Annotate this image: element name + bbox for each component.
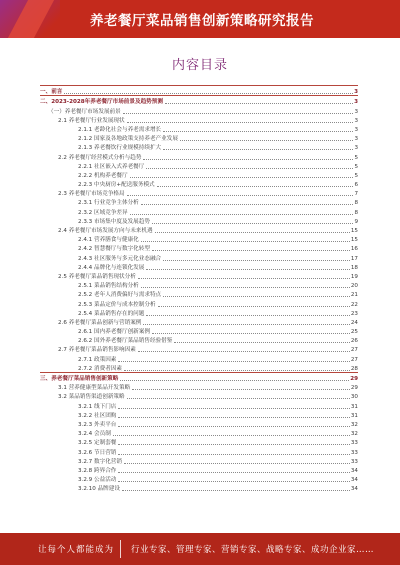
toc-leader-dots bbox=[155, 231, 350, 233]
toc-page-number: 8 bbox=[354, 200, 358, 207]
toc-page-number: 31 bbox=[350, 403, 358, 410]
toc-leader-dots bbox=[118, 360, 349, 362]
toc-entry[interactable] bbox=[40, 372, 358, 382]
toc-page-number: 29 bbox=[350, 376, 358, 382]
toc-page-number: 22 bbox=[350, 301, 358, 308]
toc-entry[interactable] bbox=[40, 446, 358, 455]
toc-entry[interactable] bbox=[40, 335, 358, 344]
toc-leader-dots bbox=[141, 240, 350, 242]
toc-entry-text: 2.6 养老餐厅菜品创新与营销案例 bbox=[58, 319, 142, 326]
toc-page-number: 33 bbox=[350, 458, 358, 465]
toc-page-number: 34 bbox=[350, 486, 358, 493]
toc-entry-text: 2.3 养老餐厅市场竞争格局 bbox=[58, 191, 125, 198]
toc-page-number: 3 bbox=[354, 126, 358, 133]
toc-page-number: 9 bbox=[354, 218, 358, 225]
toc-leader-dots bbox=[146, 268, 350, 270]
toc-entry-text: （一）养老餐厅市场发展前景 bbox=[48, 108, 121, 115]
toc-entry[interactable] bbox=[40, 95, 358, 105]
toc-entry-text: 3.2.6 节日营销 bbox=[78, 449, 117, 456]
toc-page-number: 25 bbox=[350, 329, 358, 336]
toc-entry[interactable] bbox=[40, 353, 358, 362]
toc-page-number: 33 bbox=[350, 449, 358, 456]
toc-page-number: 26 bbox=[350, 338, 358, 345]
toc-page-number: 20 bbox=[350, 283, 358, 290]
toc-entry-text: 2.1.1 老龄化社会与养老需求增长 bbox=[78, 126, 162, 133]
toc-entry[interactable] bbox=[40, 216, 358, 225]
toc-page-number: 6 bbox=[354, 182, 358, 189]
toc-leader-dots bbox=[143, 323, 349, 325]
toc-leader-dots bbox=[174, 341, 350, 343]
toc-entry-text: 2.4 养老餐厅市场发展方向与未来机遇 bbox=[58, 228, 153, 234]
footer-slogan-right: 行业专家、管理专家、营销专家、战略专家、成功企业家…… bbox=[131, 545, 375, 555]
toc-page-number: 3 bbox=[354, 145, 358, 152]
toc-leader-dots bbox=[146, 167, 353, 169]
toc-entry[interactable] bbox=[40, 271, 358, 280]
toc-entry-text: 2.7 养老餐厅菜品销售影响因素 bbox=[58, 347, 136, 354]
toc-entry[interactable] bbox=[40, 363, 358, 372]
toc-entry-text: 2.5.4 菜品销售存在的问题 bbox=[78, 310, 145, 317]
toc-entry[interactable] bbox=[40, 151, 358, 160]
toc-entry[interactable] bbox=[40, 326, 358, 335]
toc-entry[interactable] bbox=[40, 465, 358, 474]
toc-page-number: 28 bbox=[350, 365, 358, 372]
toc-entry-text: 2.4.4 品牌化与连锁化发展 bbox=[78, 264, 145, 271]
toc-entry-text: 3.2.9 公益活动 bbox=[78, 477, 117, 484]
header-decoration bbox=[0, 0, 60, 38]
toc-page-number: 3 bbox=[354, 136, 358, 143]
toc-page-number: 3 bbox=[354, 89, 358, 96]
toc-entry[interactable] bbox=[40, 437, 358, 446]
toc-leader-dots bbox=[118, 480, 349, 482]
toc-entry[interactable] bbox=[40, 400, 358, 409]
toc-leader-dots bbox=[64, 92, 353, 94]
toc-entry[interactable] bbox=[40, 280, 358, 289]
page-footer bbox=[0, 533, 400, 565]
toc-entry[interactable] bbox=[40, 262, 358, 271]
toc-entry-text: 3.2.7 数字化营销 bbox=[78, 458, 122, 465]
toc-entry[interactable] bbox=[40, 382, 358, 391]
toc-leader-dots bbox=[158, 305, 350, 307]
toc-leader-dots bbox=[118, 453, 349, 455]
toc-entry-text: 3.2.3 外卖平台 bbox=[78, 421, 117, 428]
toc-entry[interactable] bbox=[40, 225, 358, 234]
toc-page-number: 17 bbox=[350, 255, 358, 262]
toc-entry-text: 2.3.3 市场集中度及发展趋势 bbox=[78, 218, 150, 225]
toc-page-number: 8 bbox=[354, 209, 358, 216]
toc-entry[interactable] bbox=[40, 188, 358, 197]
toc-page-number: 5 bbox=[354, 163, 358, 170]
toc-leader-dots bbox=[146, 314, 350, 316]
toc-page-number: 19 bbox=[350, 273, 358, 280]
toc-title: 内容目录 bbox=[171, 58, 228, 73]
toc-leader-dots bbox=[152, 222, 353, 224]
toc-entry[interactable] bbox=[40, 161, 358, 170]
toc-leader-dots bbox=[118, 443, 349, 445]
toc-entry[interactable] bbox=[40, 419, 358, 428]
toc-page-number: 32 bbox=[350, 421, 358, 428]
toc-entry[interactable] bbox=[40, 410, 358, 419]
toc-leader-dots bbox=[152, 249, 350, 251]
toc-leader-dots bbox=[180, 139, 354, 141]
toc-page-number: 15 bbox=[350, 228, 358, 234]
toc-entry[interactable] bbox=[40, 243, 358, 252]
toc-entry-text: 2.6.1 国内养老餐厅创新案例 bbox=[78, 329, 150, 336]
toc-entry[interactable] bbox=[40, 456, 358, 465]
toc-entry-text: 2.1.2 国家及各地政策支持养老产业发展 bbox=[78, 136, 178, 143]
toc-page-number: 34 bbox=[350, 477, 358, 484]
toc-entry-text: 2.2 养老餐厅经营模式分析与趋势 bbox=[58, 154, 142, 161]
toc-entry[interactable] bbox=[40, 289, 358, 298]
toc-entry-text: 3.2.2 社区团购 bbox=[78, 412, 117, 419]
toc-leader-dots bbox=[124, 462, 350, 464]
toc-leader-dots bbox=[127, 397, 350, 399]
toc-page-number: 3 bbox=[354, 99, 358, 106]
toc-leader-dots bbox=[120, 379, 349, 381]
toc-entry-text: 2.4.1 营养膳食与健康化 bbox=[78, 237, 139, 244]
toc-entry[interactable] bbox=[40, 298, 358, 307]
toc-page-number: 18 bbox=[350, 264, 358, 271]
toc-page-number: 34 bbox=[350, 467, 358, 474]
toc-page-number: 29 bbox=[350, 385, 358, 392]
toc-page-number: 3 bbox=[354, 117, 358, 124]
toc-entry-text: 2.5 养老餐厅菜品销售现状分析 bbox=[58, 273, 136, 280]
toc-page-number: 23 bbox=[350, 310, 358, 317]
toc-entry[interactable] bbox=[40, 206, 358, 215]
toc-leader-dots bbox=[118, 471, 349, 473]
toc-entry-text: 2.2.2 机构养老餐厅 bbox=[78, 172, 128, 179]
footer-divider bbox=[120, 540, 121, 558]
toc-entry-text: 三、养老餐厅菜品销售创新策略 bbox=[40, 376, 119, 382]
toc-page-number: 33 bbox=[350, 440, 358, 447]
toc-leader-dots bbox=[132, 388, 350, 390]
toc-leader-dots bbox=[143, 158, 353, 160]
toc-page-number: 31 bbox=[350, 412, 358, 419]
toc-entry[interactable] bbox=[40, 317, 358, 326]
toc-entry-text: 一、前言 bbox=[40, 89, 63, 96]
toc-entry[interactable] bbox=[40, 252, 358, 261]
toc-leader-dots bbox=[124, 369, 350, 371]
toc-entry-text: 3.2.8 跨界合作 bbox=[78, 467, 117, 474]
toc-entry[interactable] bbox=[40, 85, 358, 95]
toc-entry[interactable] bbox=[40, 124, 358, 133]
toc-page-number: 5 bbox=[354, 172, 358, 179]
toc-entry[interactable] bbox=[40, 344, 358, 353]
toc-entry[interactable] bbox=[40, 179, 358, 188]
toc-entry[interactable] bbox=[40, 234, 358, 243]
toc-entry-text: 2.1.3 养老餐饮行业规模持续扩大 bbox=[78, 145, 162, 152]
toc-entry[interactable] bbox=[40, 391, 358, 400]
toc-leader-dots bbox=[163, 148, 353, 150]
toc-entry[interactable] bbox=[40, 170, 358, 179]
toc-page-number: 21 bbox=[350, 292, 358, 299]
toc-leader-dots bbox=[122, 489, 350, 491]
toc-entry-text: 3.2.1 线下门店 bbox=[78, 403, 117, 410]
toc-entry[interactable] bbox=[40, 115, 358, 124]
toc-page-number: 32 bbox=[350, 431, 358, 438]
toc-entry-text: 2.5.2 老年人消费偏好与需求特点 bbox=[78, 292, 162, 299]
toc-page-number: 3 bbox=[354, 108, 358, 115]
toc-entry-text: 3.1 营养健康型菜品开发策略 bbox=[58, 385, 131, 392]
toc-entry-text: 2.2.3 中央厨房+配送服务模式 bbox=[78, 182, 155, 189]
toc-leader-dots bbox=[130, 213, 354, 215]
toc-leader-dots bbox=[113, 434, 350, 436]
toc-page-number: 30 bbox=[350, 394, 358, 401]
toc-page-number: 15 bbox=[350, 237, 358, 244]
toc-entry-text: 3.2.5 定制套餐 bbox=[78, 440, 117, 447]
toc-leader-dots bbox=[123, 112, 354, 114]
table-of-contents bbox=[40, 85, 358, 492]
toc-entry[interactable] bbox=[40, 142, 358, 151]
toc-leader-dots bbox=[157, 185, 354, 187]
toc-leader-dots bbox=[163, 130, 353, 132]
toc-page-number: 27 bbox=[350, 347, 358, 354]
toc-entry-text: 2.7.2 消费者因素 bbox=[78, 365, 122, 372]
toc-entry-text: 二、2023-2028年养老餐厅市场前景及趋势预测 bbox=[40, 99, 163, 106]
toc-entry-text: 3.2.4 会员制 bbox=[78, 431, 111, 438]
toc-leader-dots bbox=[118, 425, 349, 427]
toc-entry-text: 2.2.1 社区嵌入式养老餐厅 bbox=[78, 163, 145, 170]
toc-entry[interactable] bbox=[40, 197, 358, 206]
footer-slogan-left: 让每个人都能成为 bbox=[38, 545, 115, 555]
toc-leader-dots bbox=[127, 194, 354, 196]
toc-entry-text: 2.3.2 区域竞争差异 bbox=[78, 209, 128, 216]
toc-leader-dots bbox=[163, 259, 350, 261]
toc-entry[interactable] bbox=[40, 428, 358, 437]
toc-leader-dots bbox=[138, 350, 350, 352]
toc-leader-dots bbox=[163, 295, 350, 297]
toc-leader-dots bbox=[127, 121, 354, 123]
toc-leader-dots bbox=[118, 416, 349, 418]
toc-entry[interactable] bbox=[40, 474, 358, 483]
toc-page-number: 16 bbox=[350, 246, 358, 253]
toc-entry-text: 2.4.3 社区服务与多元化业态融合 bbox=[78, 255, 162, 262]
toc-leader-dots bbox=[165, 102, 353, 104]
toc-page-number: 5 bbox=[354, 154, 358, 161]
toc-entry[interactable] bbox=[40, 308, 358, 317]
toc-entry-text: 2.4.2 智慧餐厅与数字化转型 bbox=[78, 246, 150, 253]
toc-leader-dots bbox=[141, 203, 354, 205]
toc-entry-text: 3.2.10 品牌建设 bbox=[78, 486, 120, 493]
toc-page-number: 27 bbox=[350, 356, 358, 363]
toc-entry[interactable] bbox=[40, 105, 358, 114]
toc-entry[interactable] bbox=[40, 483, 358, 492]
toc-leader-dots bbox=[141, 286, 350, 288]
toc-leader-dots bbox=[118, 407, 349, 409]
toc-leader-dots bbox=[152, 332, 350, 334]
toc-entry-text: 2.1 养老餐厅行业发展现状 bbox=[58, 117, 125, 124]
toc-page-number: 24 bbox=[350, 319, 358, 326]
report-title: 养老餐厅菜品销售创新策略研究报告 bbox=[90, 13, 314, 29]
toc-entry-text: 2.7.1 政策因素 bbox=[78, 356, 117, 363]
toc-page-number: 7 bbox=[354, 191, 358, 198]
toc-entry[interactable] bbox=[40, 133, 358, 142]
toc-entry-text: 3.2 菜品销售渠道创新策略 bbox=[58, 394, 125, 401]
toc-entry-text: 2.6.2 国外养老餐厅菜品销售经验借鉴 bbox=[78, 338, 173, 345]
toc-entry-text: 2.3.1 行业竞争主体分析 bbox=[78, 200, 139, 207]
toc-entry-text: 2.5.3 菜品定价与成本控制分析 bbox=[78, 301, 156, 308]
toc-entry-text: 2.5.1 菜品销售结构分析 bbox=[78, 283, 139, 290]
page-header bbox=[0, 0, 400, 38]
toc-leader-dots bbox=[138, 277, 350, 279]
toc-leader-dots bbox=[130, 176, 354, 178]
